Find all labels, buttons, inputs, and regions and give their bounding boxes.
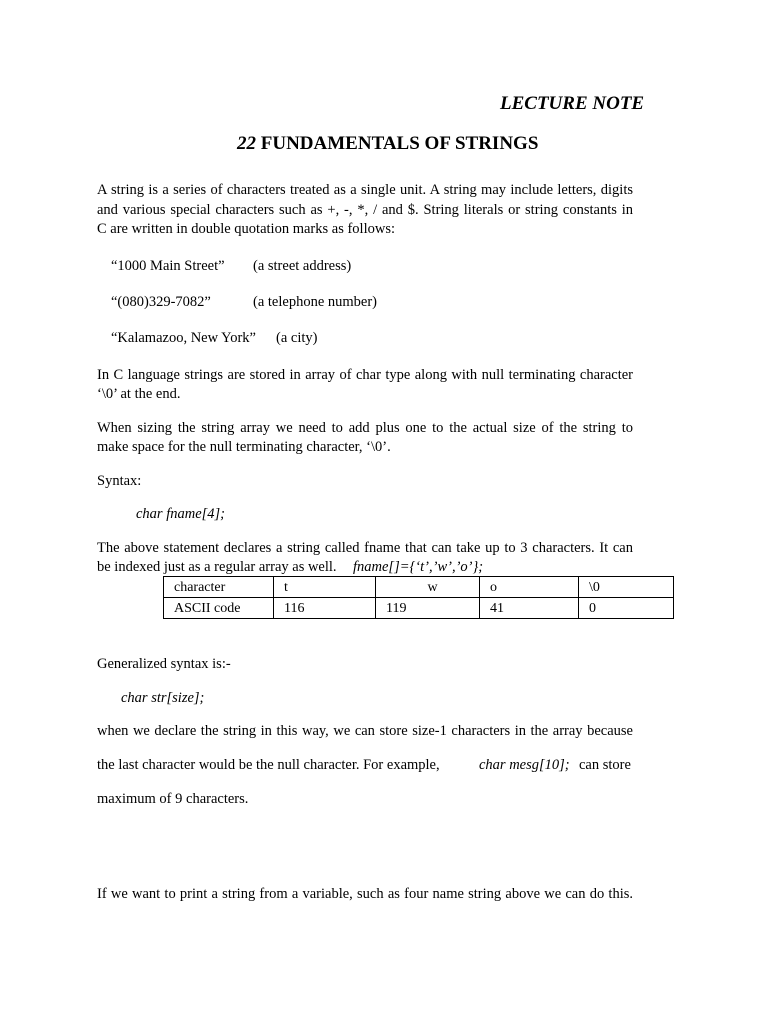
explain-line-1: when we declare the string in this way, we can store size-1 characters in the array because — [97, 723, 633, 739]
table-cell: 116 — [274, 598, 376, 619]
syntax-code: char fname[4]; — [136, 506, 226, 522]
example-literal: “(080)329-7082” — [111, 294, 211, 310]
table-cell: 0 — [579, 598, 674, 619]
fname-init-code: fname[]={‘t’,’w’,’o’}; — [353, 559, 484, 575]
explain-line-3: maximum of 9 characters. — [97, 791, 249, 807]
lecture-note-heading: LECTURE NOTE — [500, 93, 645, 114]
page-title — [237, 133, 538, 155]
storage-line-2: ‘\0’ at the end. — [97, 386, 181, 402]
table-row — [164, 577, 674, 598]
title-number: 22 — [237, 133, 256, 154]
example-desc: (a telephone number) — [253, 294, 378, 310]
intro-line-1: A string is a series of characters treated as a single unit. A string may include letters, digits — [97, 182, 633, 198]
declares-line-1: The above statement declares a string called fname that can take up to 3 characters. It can — [97, 540, 633, 556]
explain-line-2-code: char mesg[10]; — [479, 757, 570, 773]
ascii-table — [163, 576, 674, 619]
table-cell: w — [376, 577, 480, 598]
generalized-label: Generalized syntax is:- — [97, 656, 231, 672]
table-cell: o — [480, 577, 579, 598]
table-cell: ASCII code — [164, 598, 274, 619]
table-cell: 41 — [480, 598, 579, 619]
intro-line-3: C are written in double quotation marks as follows: — [97, 221, 396, 237]
explain-line-2: the last character would be the null character. For example, — [97, 757, 440, 773]
example-literal: “Kalamazoo, New York” — [111, 330, 256, 346]
print-line: If we want to print a string from a variable, such as four name string above we can do this. — [97, 886, 633, 902]
example-literal: “1000 Main Street” — [111, 258, 225, 274]
table-cell: t — [274, 577, 376, 598]
sizing-line-2: make space for the null terminating character, ‘\0’. — [97, 439, 391, 455]
example-desc: (a city) — [276, 330, 318, 346]
intro-line-2: and various special characters such as +, -, *, / and $. String literals or string constants in — [97, 202, 633, 218]
syntax-label: Syntax: — [97, 473, 142, 489]
sizing-line-1: When sizing the string array we need to add plus one to the actual size of the string to — [97, 420, 633, 436]
table-cell: character — [164, 577, 274, 598]
declares-line-2: be indexed just as a regular array as well. — [97, 559, 337, 575]
generalized-code: char str[size]; — [121, 690, 205, 706]
title-text: FUNDAMENTALS OF STRINGS — [256, 133, 539, 154]
table-row — [164, 598, 674, 619]
storage-line-1: In C language strings are stored in array of char type along with null terminating character — [97, 367, 633, 383]
explain-line-2-tail: can store — [579, 757, 631, 773]
table-cell: \0 — [579, 577, 674, 598]
table-cell: 119 — [376, 598, 480, 619]
example-desc: (a street address) — [253, 258, 352, 274]
